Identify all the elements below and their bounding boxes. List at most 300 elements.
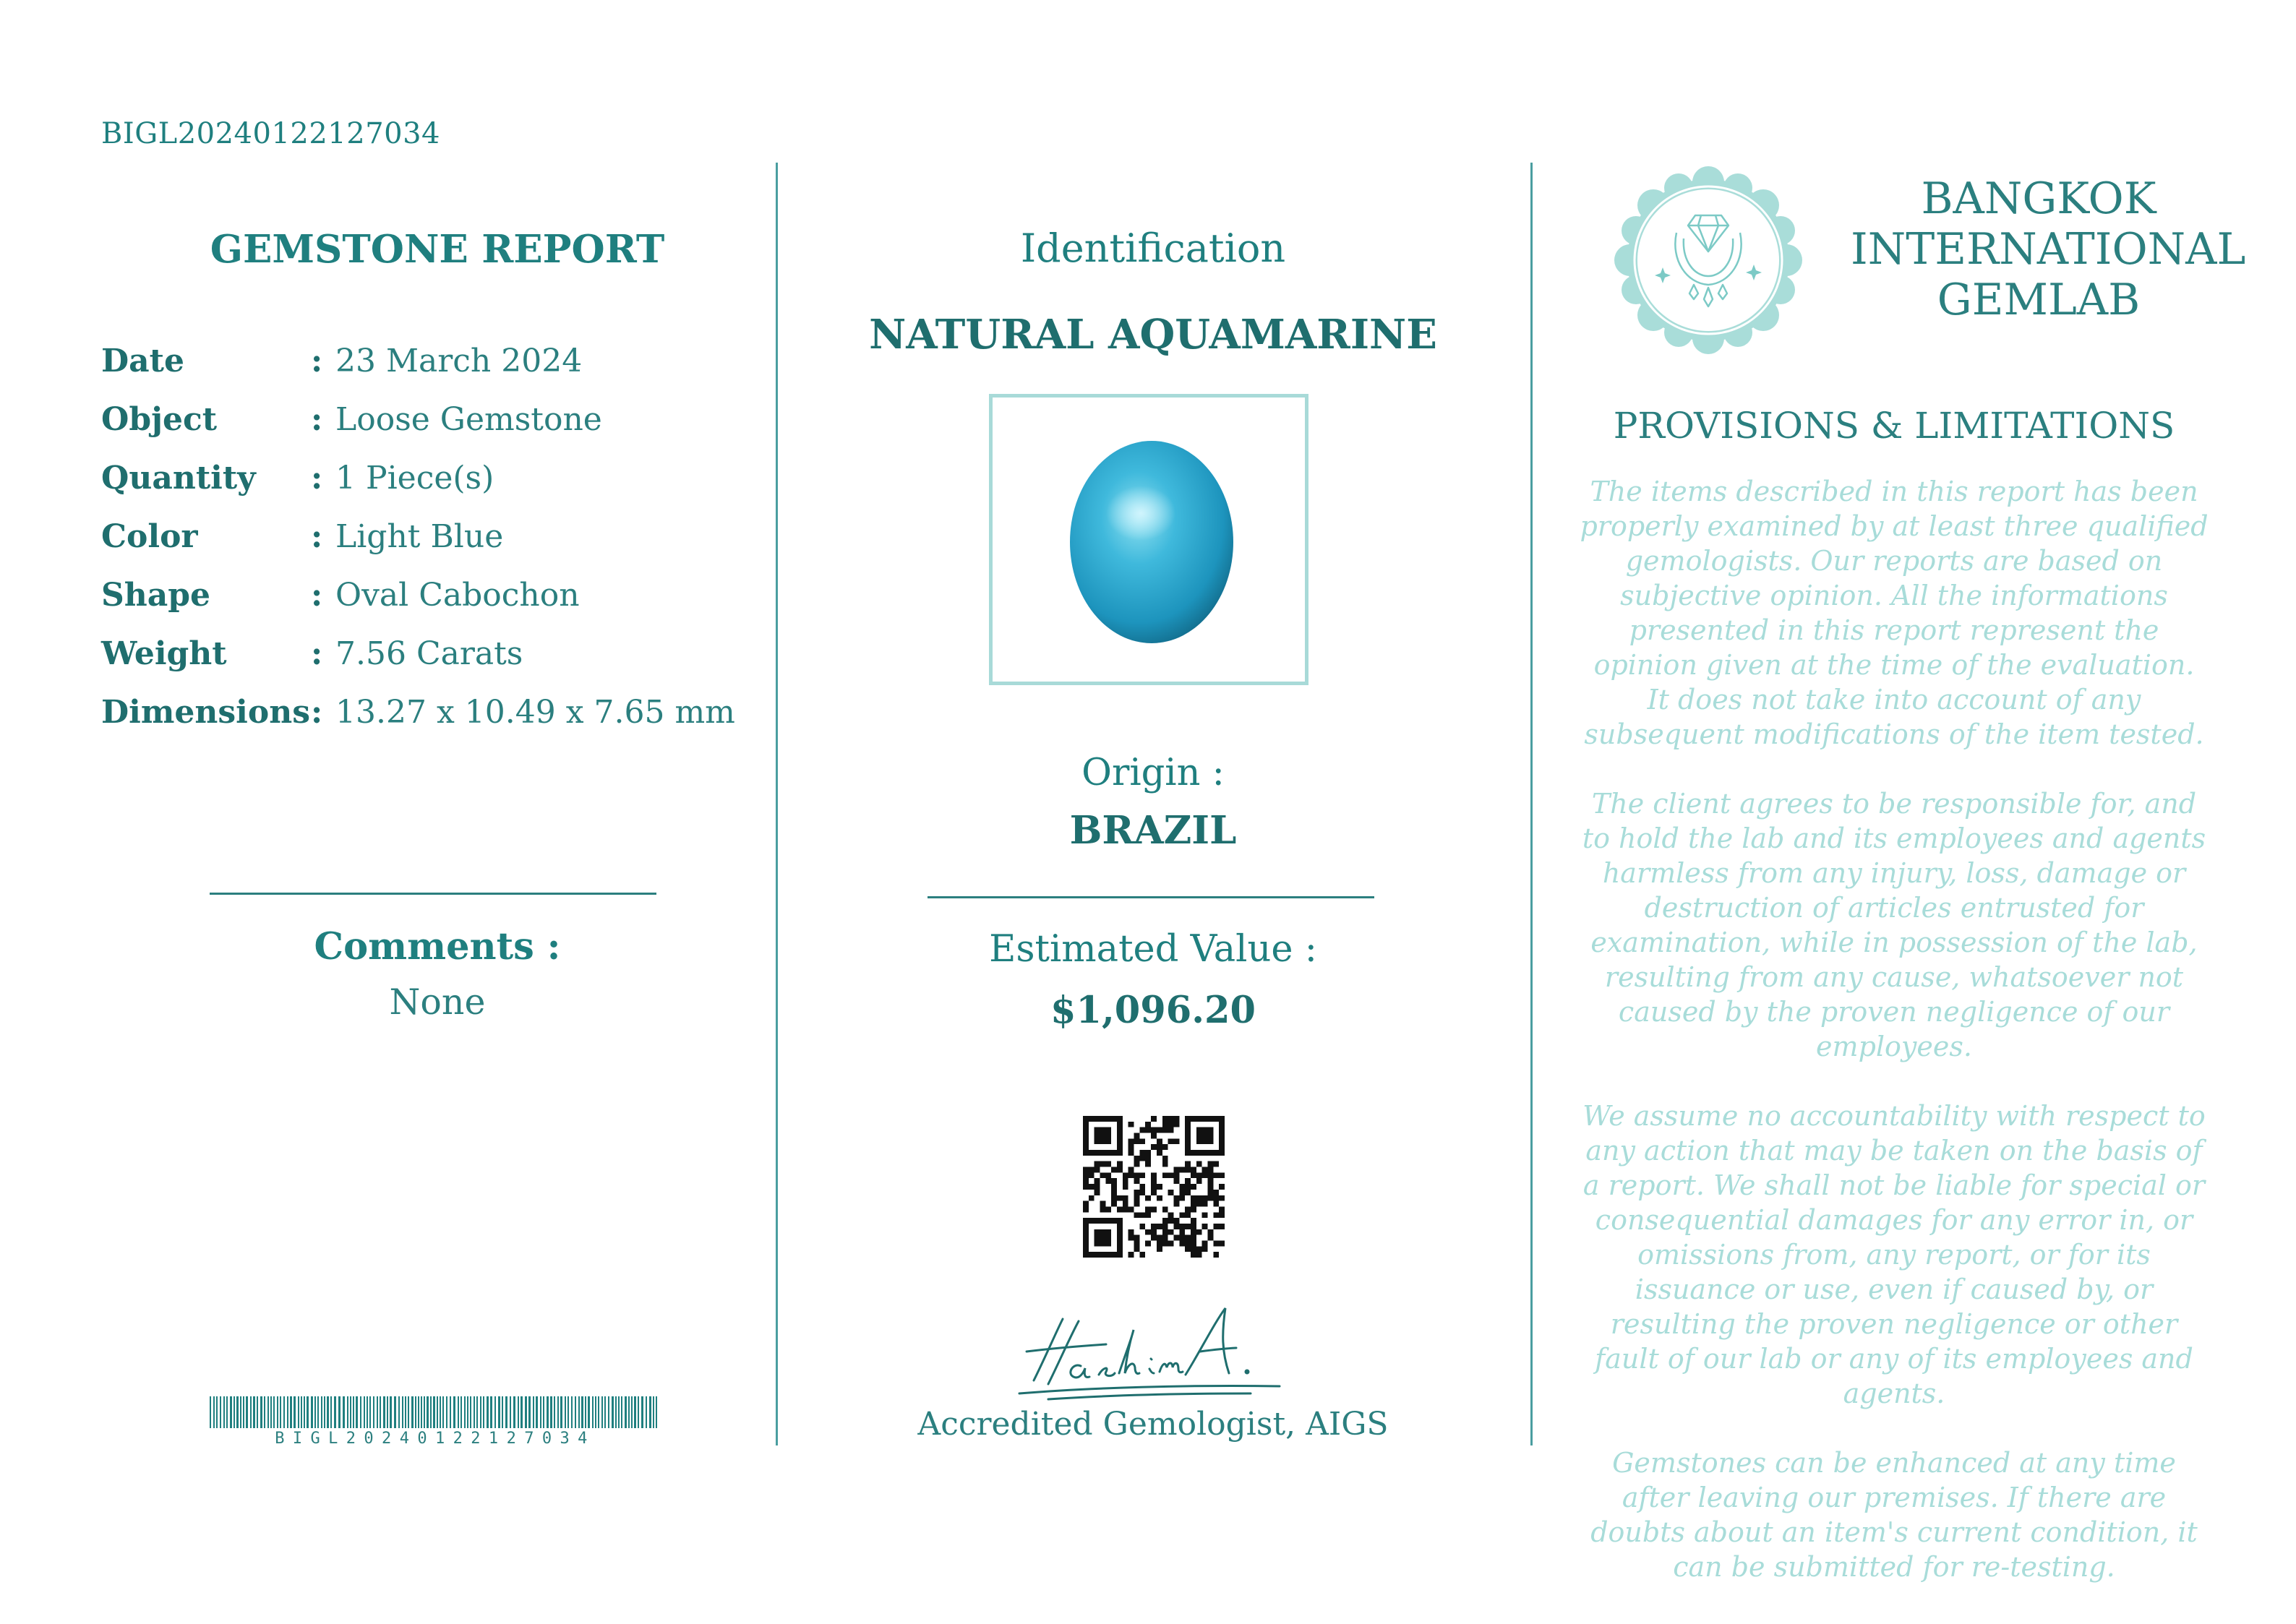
qr-module (1083, 1201, 1089, 1207)
qr-module (1134, 1190, 1140, 1195)
barcode-bar (364, 1396, 365, 1428)
provisions-paragraph: Gemstones can be enhanced at any time after leaving our premises. If there are doubts about an item's current condition, it can be submitted for re-testing. (1590, 1447, 2198, 1583)
qr-module (1095, 1167, 1100, 1173)
barcode-bar (267, 1396, 269, 1428)
qr-module (1179, 1184, 1185, 1190)
value-divider (928, 896, 1374, 898)
qr-module (1168, 1212, 1174, 1218)
qr-module (1128, 1235, 1134, 1241)
estimated-value-label: Estimated Value : (989, 928, 1317, 971)
qr-module (1185, 1246, 1191, 1252)
barcode-bar (461, 1396, 462, 1428)
qr-module (1123, 1195, 1128, 1201)
qr-module (1157, 1240, 1162, 1246)
barcode-bar (437, 1396, 438, 1428)
barcode-bar (383, 1396, 385, 1428)
barcode-bar (360, 1396, 361, 1428)
qr-module (1145, 1161, 1151, 1167)
barcode-bar (601, 1396, 603, 1428)
qr-module (1134, 1161, 1140, 1167)
field-label: Dimensions (101, 694, 311, 731)
barcode-bar (631, 1396, 633, 1428)
barcode-bar (253, 1396, 255, 1428)
field-colon: : (311, 343, 323, 379)
qr-module (1179, 1229, 1185, 1235)
qr-module (1128, 1144, 1134, 1150)
qr-module (1105, 1161, 1111, 1167)
qr-module (1139, 1150, 1145, 1156)
qr-module (1145, 1212, 1151, 1218)
qr-module (1117, 1195, 1123, 1201)
qr-module (1179, 1195, 1185, 1201)
lab-name-line: BANGKOK (1921, 173, 2156, 224)
qr-module (1145, 1122, 1151, 1127)
qr-module (1219, 1212, 1225, 1218)
qr-module (1191, 1184, 1196, 1190)
qr-module (1185, 1178, 1191, 1184)
barcode-bar (304, 1396, 305, 1428)
field-value: 7.56 Carats (335, 635, 523, 672)
qr-module (1105, 1178, 1111, 1184)
barcode-bar (223, 1396, 225, 1428)
qr-module (1139, 1224, 1145, 1229)
barcode-bar (585, 1396, 586, 1428)
barcode-bar (505, 1396, 507, 1428)
barcode-bar (540, 1396, 541, 1428)
qr-module (1157, 1246, 1162, 1252)
qr-module (1173, 1235, 1179, 1241)
qr-module (1213, 1172, 1219, 1178)
qr-module (1134, 1246, 1140, 1252)
qr-module (1134, 1240, 1140, 1246)
qr-module (1162, 1144, 1168, 1150)
qr-module (1196, 1178, 1202, 1184)
barcode-bar (578, 1396, 580, 1428)
qr-module (1139, 1127, 1145, 1133)
qr-module (1185, 1224, 1191, 1229)
barcode-bar (518, 1396, 519, 1428)
qr-finder (1095, 1127, 1112, 1145)
qr-module (1117, 1206, 1123, 1212)
barcode-bar (476, 1396, 478, 1428)
barcode-bar (470, 1396, 471, 1428)
qr-module (1100, 1172, 1106, 1178)
barcode-bar (427, 1396, 429, 1428)
origin-value: BRAZIL (1069, 808, 1237, 853)
field-row-color (101, 518, 752, 577)
barcode-bar (290, 1396, 292, 1428)
barcode-bar (440, 1396, 441, 1428)
qr-module (1134, 1178, 1140, 1184)
qr-module (1134, 1133, 1140, 1139)
field-row-object (101, 401, 752, 460)
qr-module (1151, 1235, 1157, 1241)
barcode-bar (347, 1396, 348, 1428)
qr-module (1111, 1190, 1117, 1195)
qr-module (1196, 1229, 1202, 1235)
qr-module (1168, 1122, 1174, 1127)
qr-module (1151, 1172, 1157, 1178)
barcode-bar (226, 1396, 228, 1428)
qr-module (1139, 1138, 1145, 1144)
barcode-text: BIGL20240122127034 (275, 1430, 596, 1448)
qr-module (1202, 1172, 1208, 1178)
qr-module (1128, 1206, 1134, 1212)
qr-module (1173, 1167, 1179, 1173)
lab-name (1851, 173, 2246, 325)
qr-module (1111, 1195, 1117, 1201)
qr-module (1191, 1195, 1196, 1201)
barcode-bar (220, 1396, 221, 1428)
qr-module (1213, 1190, 1219, 1195)
qr-module (1145, 1195, 1151, 1201)
qr-module (1168, 1190, 1174, 1195)
barcode-bar (390, 1396, 392, 1428)
barcode-bar (294, 1396, 296, 1428)
barcode-bar (592, 1396, 594, 1428)
barcode-bar (213, 1396, 215, 1428)
qr-module (1145, 1206, 1151, 1212)
barcode-bar (464, 1396, 466, 1428)
qr-module (1202, 1246, 1208, 1252)
barcode-bar (567, 1396, 569, 1428)
qr-module (1105, 1206, 1111, 1212)
field-label: Color (101, 518, 198, 555)
barcode-bar (377, 1396, 378, 1428)
provisions-paragraph: We assume no accountability with respect to any action that may be taken on the basis of a report. We shall not be liable for special or consequential damages for any error in, or omissions from, any report, or for its issuance or use, even if caused by, or resulting the proven negligence or other fault of our lab or any of its employees and agents. (1582, 1100, 2206, 1409)
qr-module (1089, 1172, 1095, 1178)
barcode-bar (641, 1396, 643, 1428)
barcode-bar (301, 1396, 302, 1428)
qr-module (1162, 1116, 1168, 1122)
qr-module (1185, 1235, 1191, 1241)
qr-module (1162, 1161, 1168, 1167)
qr-module (1111, 1167, 1117, 1173)
qr-module (1162, 1127, 1168, 1133)
qr-module (1145, 1229, 1151, 1235)
qr-module (1083, 1206, 1089, 1212)
barcode-bar (525, 1396, 527, 1428)
qr-module (1173, 1122, 1179, 1127)
qr-module (1162, 1235, 1168, 1241)
qr-module (1196, 1161, 1202, 1167)
qr-module (1179, 1212, 1185, 1218)
field-colon: : (311, 518, 323, 555)
barcode-bar (653, 1396, 654, 1428)
barcode-bar (557, 1396, 559, 1428)
qr-module (1111, 1178, 1117, 1184)
qr-module (1191, 1252, 1196, 1258)
qr-module (1168, 1172, 1174, 1178)
barcode-bar (442, 1396, 444, 1428)
barcode-bar (513, 1396, 515, 1428)
qr-module (1128, 1138, 1134, 1144)
barcode-bar (350, 1396, 351, 1428)
qr-module (1207, 1172, 1213, 1178)
barcode-bar (608, 1396, 609, 1428)
barcode-bar (216, 1396, 218, 1428)
qr-module (1219, 1172, 1225, 1178)
barcode-bar (373, 1396, 374, 1428)
barcode-bar (250, 1396, 252, 1428)
qr-module (1117, 1167, 1123, 1173)
qr-module (1128, 1167, 1134, 1173)
barcode-bar (625, 1396, 627, 1428)
qr-module (1145, 1240, 1151, 1246)
qr-module (1173, 1201, 1179, 1207)
barcode-bar (649, 1396, 651, 1428)
provisions-title: PROVISIONS & LIMITATIONS (1613, 405, 2175, 447)
field-value: Light Blue (335, 518, 504, 555)
column-divider-right (1530, 163, 1533, 1445)
qr-module (1123, 1206, 1128, 1212)
barcode-bar (487, 1396, 489, 1428)
barcode-bar (581, 1396, 583, 1428)
qr-module (1213, 1201, 1219, 1207)
qr-module (1207, 1161, 1213, 1167)
barcode-bar (612, 1396, 614, 1428)
qr-module (1196, 1195, 1202, 1201)
barcode-bar (356, 1396, 358, 1428)
barcode-bar (446, 1396, 447, 1428)
qr-module (1134, 1235, 1140, 1241)
qr-module (1083, 1167, 1089, 1173)
qr-module (1162, 1156, 1168, 1161)
qr-module (1191, 1201, 1196, 1207)
barcode-bar (338, 1396, 340, 1428)
qr-module (1123, 1172, 1128, 1178)
qr-module (1157, 1224, 1162, 1229)
comments-label: Comments : (314, 925, 561, 968)
field-value: 13.27 x 10.49 x 7.65 mm (335, 694, 735, 731)
barcode-bar (547, 1396, 549, 1428)
qr-module (1145, 1156, 1151, 1161)
qr-module (1173, 1178, 1179, 1184)
barcode-bar (480, 1396, 481, 1428)
qr-module (1151, 1133, 1157, 1139)
qr-module (1207, 1178, 1213, 1184)
qr-module (1123, 1201, 1128, 1207)
qr-module (1157, 1138, 1162, 1144)
qr-module (1139, 1184, 1145, 1190)
barcode-bar (598, 1396, 599, 1428)
field-row-weight (101, 635, 752, 694)
barcode-bar (565, 1396, 566, 1428)
field-label: Weight (101, 635, 227, 672)
field-colon: : (311, 401, 323, 438)
qr-module (1202, 1195, 1208, 1201)
barcode-bar (628, 1396, 630, 1428)
barcode-bar (236, 1396, 239, 1428)
qr-module (1134, 1212, 1140, 1218)
qr-module (1162, 1240, 1168, 1246)
barcode-bar (604, 1396, 606, 1428)
qr-module (1157, 1127, 1162, 1133)
qr-module (1185, 1184, 1191, 1190)
qr-module (1185, 1240, 1191, 1246)
qr-module (1151, 1184, 1157, 1190)
field-row-shape (101, 577, 752, 635)
barcode-bar (398, 1396, 400, 1428)
qr-module (1151, 1229, 1157, 1235)
qr-module (1095, 1161, 1100, 1167)
qr-finder (1095, 1229, 1112, 1247)
qr-module (1089, 1184, 1095, 1190)
barcode-bar (450, 1396, 451, 1428)
barcode-bar (458, 1396, 459, 1428)
qr-module (1207, 1167, 1213, 1173)
barcode-bar (210, 1396, 211, 1428)
qr-module (1168, 1229, 1174, 1235)
barcode-bar (260, 1396, 262, 1428)
signature-caption: Accredited Gemologist, AIGS (917, 1406, 1389, 1443)
qr-module (1168, 1240, 1174, 1246)
barcode-bar (418, 1396, 419, 1428)
qr-module (1173, 1218, 1179, 1224)
field-label: Object (101, 401, 218, 438)
qr-module (1179, 1190, 1185, 1195)
qr-module (1213, 1224, 1219, 1229)
report-number: BIGL20240122127034 (101, 117, 440, 150)
barcode-bar (528, 1396, 531, 1428)
barcode-bar (264, 1396, 265, 1428)
barcode-bar (494, 1396, 496, 1428)
barcode-bar (536, 1396, 538, 1428)
barcode-bar (575, 1396, 576, 1428)
qr-module (1139, 1190, 1145, 1195)
barcode-bar (369, 1396, 371, 1428)
field-colon: : (311, 635, 323, 672)
qr-module (1207, 1229, 1213, 1235)
qr-module (1128, 1229, 1134, 1235)
qr-module (1191, 1224, 1196, 1229)
qr-module (1191, 1206, 1196, 1212)
barcode-bar (257, 1396, 258, 1428)
barcode-bar (298, 1396, 299, 1428)
barcode-bar (424, 1396, 425, 1428)
qr-module (1111, 1201, 1117, 1207)
gemstone-photo (993, 398, 1305, 682)
qr-module (1139, 1156, 1145, 1161)
qr-module (1139, 1212, 1145, 1218)
qr-module (1105, 1172, 1111, 1178)
barcode-bar (246, 1396, 248, 1428)
barcode-bar (307, 1396, 309, 1428)
qr-module (1139, 1252, 1145, 1258)
field-label: Shape (101, 577, 211, 614)
field-value: 23 March 2024 (335, 343, 583, 379)
barcode-bar (343, 1396, 345, 1428)
field-label: Date (101, 343, 184, 379)
identification-label: Identification (1020, 225, 1286, 271)
qr-module (1095, 1178, 1100, 1184)
barcode-bar (240, 1396, 241, 1428)
qr-module (1207, 1190, 1213, 1195)
qr-module (1128, 1150, 1134, 1156)
qr-module (1191, 1229, 1196, 1235)
qr-module (1134, 1195, 1140, 1201)
barcode-bar (287, 1396, 288, 1428)
barcode-bar (634, 1396, 636, 1428)
barcode (210, 1396, 661, 1428)
barcode-bar (483, 1396, 484, 1428)
comments-divider (210, 893, 656, 895)
qr-module (1157, 1150, 1162, 1156)
qr-module (1196, 1252, 1202, 1258)
qr-module (1162, 1229, 1168, 1235)
qr-module (1185, 1167, 1191, 1173)
provisions-text (1580, 474, 2209, 1619)
qr-finder (1196, 1127, 1214, 1145)
qr-module (1134, 1138, 1140, 1144)
qr-module (1162, 1206, 1168, 1212)
barcode-bar (421, 1396, 422, 1428)
qr-module (1185, 1161, 1191, 1167)
qr-module (1179, 1235, 1185, 1241)
qr-module (1123, 1184, 1128, 1190)
lab-seal-logo (1614, 166, 1802, 354)
qr-module (1089, 1195, 1095, 1201)
qr-module (1139, 1172, 1145, 1178)
qr-module (1213, 1252, 1219, 1258)
barcode-bar (498, 1396, 500, 1428)
barcode-bar (543, 1396, 544, 1428)
barcode-bar (280, 1396, 281, 1428)
qr-module (1173, 1195, 1179, 1201)
gem-name: NATURAL AQUAMARINE (869, 311, 1437, 358)
barcode-bar (533, 1396, 534, 1428)
barcode-bar (415, 1396, 416, 1428)
qr-module (1219, 1240, 1225, 1246)
lab-name-line: GEMLAB (1937, 275, 2141, 325)
qr-module (1196, 1172, 1202, 1178)
field-value: Loose Gemstone (335, 401, 602, 438)
field-value: Oval Cabochon (335, 577, 580, 614)
qr-module (1207, 1195, 1213, 1201)
estimated-value-amount: $1,096.20 (1050, 989, 1256, 1032)
barcode-bar (638, 1396, 639, 1428)
qr-module (1213, 1212, 1219, 1218)
barcode-bar (453, 1396, 455, 1428)
qr-module (1151, 1224, 1157, 1229)
qr-module (1173, 1172, 1179, 1178)
field-colon: : (311, 694, 323, 731)
qr-module (1162, 1218, 1168, 1224)
qr-module (1213, 1240, 1219, 1246)
qr-module (1083, 1178, 1089, 1184)
barcode-bar (588, 1396, 590, 1428)
lab-name-line: INTERNATIONAL (1851, 224, 2246, 275)
origin-label: Origin : (1081, 752, 1225, 794)
qr-module (1219, 1224, 1225, 1229)
qr-module (1111, 1184, 1117, 1190)
field-row-quantity (101, 460, 752, 518)
qr-module (1157, 1144, 1162, 1150)
barcode-bar (467, 1396, 468, 1428)
barcode-bar (510, 1396, 511, 1428)
qr-module (1202, 1212, 1208, 1218)
field-colon: : (311, 577, 323, 614)
barcode-bar (554, 1396, 555, 1428)
qr-module (1089, 1167, 1095, 1173)
barcode-bar (367, 1396, 368, 1428)
barcode-bar (394, 1396, 396, 1428)
barcode-bar (621, 1396, 622, 1428)
barcode-bar (270, 1396, 272, 1428)
qr-module (1179, 1167, 1185, 1173)
barcode-bar (380, 1396, 381, 1428)
comments-value: None (389, 981, 486, 1023)
